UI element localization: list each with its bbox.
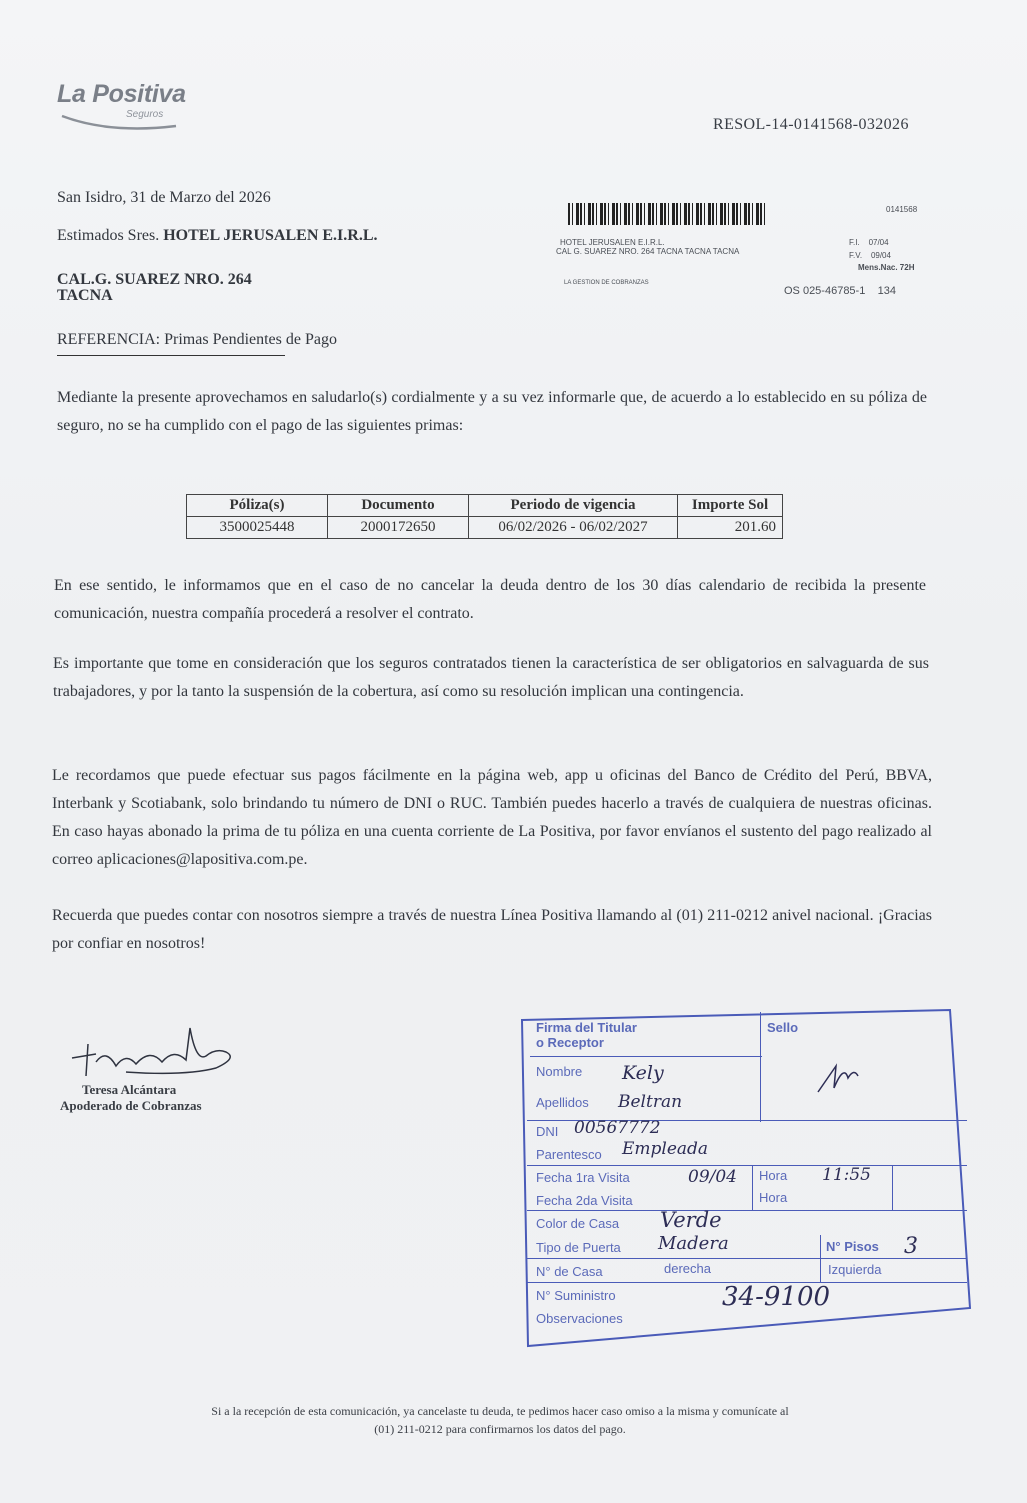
stamp-line [527,1165,967,1166]
barcode-icon [568,203,768,225]
sello-scribble-icon [814,1058,864,1098]
recipient-city: TACNA [57,287,113,304]
stamp-izquierda-label: Izquierda [828,1262,882,1277]
col-documento: Documento [328,495,469,517]
col-importe: Importe Sol [678,495,783,517]
handwritten-hora: 11:55 [822,1165,871,1185]
table-row [187,517,783,539]
signer-title: Apoderado de Cobranzas [60,1098,202,1113]
company-logo-subtitle: Seguros [126,109,164,120]
paragraph-payments: Le recordamos que puede efectuar sus pagos fácilmente en la página web, app u oficinas del Banco de Crédito del Perú, BBVA, Interbank y Scotiabank, solo brindando tu número de DNI o RUC. También puedes hacerlo a través de cualquiera de nuestras oficinas. En caso hayas abonado la prima de tu póliza en una cuenta corriente de La Positiva, por favor envíanos el sustento del pago realizado al correo aplicaciones@lapositiva.com.pe. [52,767,932,868]
stamp-line [527,1210,967,1211]
stamp-line [530,1056,762,1057]
table-header-row [187,495,783,517]
handwritten-dni: 00567772 [574,1118,661,1138]
label-fi-value: 07/04 [868,238,889,247]
handwritten-suministro: 34-9100 [722,1282,831,1312]
label-fv-key: F.V. [849,251,863,260]
label-name: HOTEL JERUSALEN E.I.R.L. [560,238,665,247]
col-poliza: Póliza(s) [187,495,328,517]
cell-poliza: 3500025448 [187,517,328,539]
logo-swoosh-icon [60,112,180,132]
handwritten-pisos: 3 [904,1234,918,1259]
paragraph-contact: Recuerda que puedes contar con nosotros siempre a través de nuestra Línea Positiva llamando al (01) 211-0212 anivel nacional. ¡Gracias por confiar en nosotros! [52,907,932,952]
stamp-line [752,1165,753,1210]
footer-line-2: (01) 211-0212 para confirmarnos los datos del pago. [374,1422,626,1436]
cell-documento: 2000172650 [328,517,469,539]
cell-periodo: 06/02/2026 - 06/02/2027 [469,517,678,539]
label-fi-key: F.I. [849,238,860,247]
stamp-observaciones-label: Observaciones [536,1311,623,1326]
stamp-line [820,1235,821,1283]
label-dept: LA GESTION DE COBRANZAS [564,280,649,286]
stamp-suministro-label: N° Suministro [536,1288,616,1303]
handwritten-color: Verde [660,1208,722,1232]
stamp-dni-label: DNI [536,1124,559,1139]
recipient-address: CAL.G. SUAREZ NRO. 264 [57,271,252,288]
label-fv-value: 09/04 [870,251,891,260]
handwritten-fecha: 09/04 [688,1167,737,1187]
stamp-color-label: Color de Casa [536,1216,620,1231]
stamp-nombre-label: Nombre [536,1064,583,1079]
label-fi [849,238,889,247]
stamp-tipo-label: Tipo de Puerta [536,1240,621,1255]
signer-name: Teresa Alcántara [82,1082,177,1097]
stamp-firma-label: Firma del Titular [536,1020,637,1035]
label-os-code: OS 025-46785-1 [784,285,866,297]
label-address: CAL G. SUAREZ NRO. 264 TACNA TACNA TACNA [556,247,740,256]
handwritten-parentesco: Empleada [622,1139,709,1159]
company-logo: La Positiva [57,80,186,108]
salutation-prefix: Estimados Sres. [57,227,160,244]
label-fv [849,251,891,260]
handwritten-apellidos: Beltran [618,1092,683,1112]
label-mens: Mens.Nac. 72H [858,263,915,272]
stamp-line [760,1012,761,1122]
label-os-num: 134 [877,285,896,297]
handwritten-tipo: Madera [658,1233,729,1254]
stamp-ncasa-label: N° de Casa [536,1264,603,1279]
reference-underline [57,355,285,356]
stamp-parentesco-label: Parentesco [536,1147,602,1162]
paragraph-deadline: En ese sentido, le informamos que en el caso de no cancelar la deuda dentro de los 30 días calendario de recibida la presente comunicación, nuestra compañía procederá a resolver el contrato. [54,577,926,622]
paragraph-importance: Es importante que tome en consideración que los seguros contratados tienen la característica de ser obligatorios en salvaguarda de sus trabajadores, y por la tanto la suspensión de la cobertura, así como su resolución implican una contingencia. [53,655,929,700]
signature-icon [66,1018,241,1088]
label-code: 0141568 [886,205,918,214]
place-date: San Isidro, 31 de Marzo del 2026 [57,189,271,206]
footer-line-1: Si a la recepción de esta comunicación, ya cancelaste tu deuda, te pedimos hacer caso omiso a la misma y comunícate al [211,1404,789,1418]
label-os [784,285,896,297]
cell-importe: 201.60 [678,517,783,539]
col-periodo: Periodo de vigencia [469,495,678,517]
stamp-fecha2-label: Fecha 2da Visita [536,1193,633,1208]
stamp-hora2-label: Hora [759,1190,788,1205]
handwritten-nombre: Kely [622,1062,664,1084]
reference-code: RESOL-14-0141568-032026 [713,116,909,133]
salutation [57,222,378,250]
stamp-derecha-label: derecha [664,1261,711,1276]
stamp-fecha1-label: Fecha 1ra Visita [536,1170,630,1185]
premiums-table [186,494,783,539]
stamp-line [892,1165,893,1210]
paragraph-intro: Mediante la presente aprovechamos en saludarlo(s) cordialmente y a su vez informarle que, de acuerdo a lo establecido en su póliza de seguro, no se ha cumplido con el pago de las siguientes primas: [57,389,927,434]
stamp-hora1-label: Hora [759,1168,788,1183]
stamp-line [527,1258,967,1259]
stamp-apellidos-label: Apellidos [536,1095,589,1110]
stamp-sello-label: Sello [767,1020,799,1035]
recipient-name: HOTEL JERUSALEN E.I.R.L. [163,227,378,244]
stamp-receptor-label: o Receptor [536,1035,604,1050]
reference-line: REFERENCIA: Primas Pendientes de Pago [57,331,337,348]
stamp-pisos-label: N° Pisos [826,1239,879,1254]
